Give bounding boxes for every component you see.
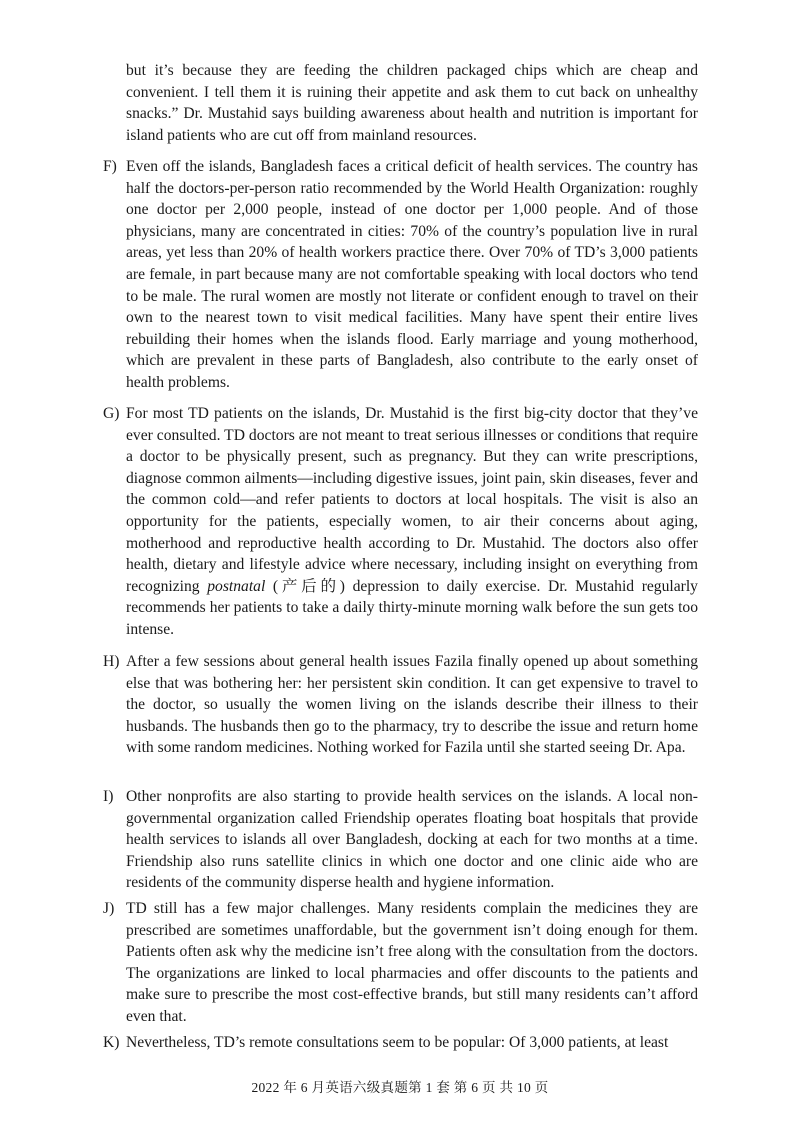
text-run: Nevertheless, TD’s remote consultations seem to be popular: Of 3,000 patients, at least	[126, 1034, 669, 1051]
paragraph-letter: G)	[103, 405, 120, 422]
page-footer: 2022 年 6 月英语六级真题第 1 套 第 6 页 共 10 页	[251, 1080, 549, 1095]
text-run: After a few sessions about general health issues Fazila finally opened up about something else that was bothering her: her persistent skin condition. It can get expensive to travel to the doctor, so usually the women living on the islands describe their illness to their husbands. The husbands then go to the pharmacy, try to describe the issue and return home with some random medicines. Nothing worked for Fazila until she started seeing Dr. Apa.	[126, 653, 698, 757]
paragraph-letter: H)	[103, 653, 120, 670]
paragraph-i	[103, 786, 698, 894]
paragraph-continuation: but it’s because they are feeding the children packaged chips which are cheap and convenient. I tell them it is ruining their appetite and ask them to cut back on unhealthy snacks.” Dr. Mustahid says building awareness about health and nutrition is important for island patients who are cut off from mainland resources.	[126, 62, 698, 144]
paragraph-text	[126, 786, 698, 894]
text-run: Even off the islands, Bangladesh faces a critical deficit of health services. The country has half the doctors-per-person ratio recommended by the World Health Organization: roughly one doctor per 2,000 people, instead of one doctor per 1,000 people. And of those physicians, many are concentrated in cities: 70% of the country’s population live in rural areas, yet less than 20% of health workers practice there. Over 70% of TD’s 3,000 patients are female, in part because many are not comfortable speaking with local doctors who tend to be male. The rural women are mostly not literate or confident enough to travel on their own to the nearest town to visit medical facilities. Many have spent their entire lives rebuilding their homes when the islands flood. Early marriage and young motherhood, which are prevalent in these parts of Bangladesh, also contribute to the early onset of health problems.	[126, 158, 698, 391]
paragraph-h	[103, 651, 698, 759]
paragraph-text	[126, 156, 698, 394]
paragraph-k	[103, 1032, 698, 1054]
paragraph-text	[126, 651, 698, 759]
text-run: TD still has a few major challenges. Many residents complain the medicines they are prescribed are sometimes unaffordable, but the government isn’t doing enough for them. Patients often ask why the medicine isn’t free along with the consultation from the doctors. The organizations are linked to local pharmacies and offer discounts to the patients and make sure to prescribe the most cost-effective brands, but still many residents can’t afford even that.	[126, 900, 698, 1025]
paragraph-text	[126, 1032, 698, 1054]
italic-term: postnatal	[207, 577, 266, 595]
text-run: For most TD patients on the islands, Dr. Mustahid is the first big-city doctor that they’ve ever consulted. TD doctors are not meant to treat serious illnesses or conditions that require a doctor to be physically present, such as pregnancy. But they can write prescriptions, diagnose common ailments—including digestive issues, joint pain, skin diseases, fever and the common cold—and refer patients to doctors at local hospitals. The visit is also an opportunity for the patients, especially women, to air their concerns about aging, motherhood and reproductive health according to Dr. Mustahid. The doctors also offer health, dietary and lifestyle advice where necessary, including insight on everything from recognizing	[126, 405, 698, 595]
paragraph-letter: F)	[103, 158, 117, 175]
paragraph-text	[126, 403, 698, 641]
paragraph-f	[103, 156, 698, 394]
paragraph-letter: K)	[103, 1034, 120, 1051]
text-run: Other nonprofits are also starting to provide health services on the islands. A local non-governmental organization called Friendship operates floating boat hospitals that provide health services to islands all over Bangladesh, docking at each for two months at a time. Friendship also runs satellite clinics in which one doctor and one clinic aide who are residents of the community disperse health and hygiene information.	[126, 788, 698, 892]
text-run: (产后的) depression to daily exercise. Dr. Mustahid regularly recommends her patients to take a daily thirty-minute morning walk before the sun gets too intense.	[126, 577, 698, 638]
paragraph-text	[126, 898, 698, 1028]
paragraph-g	[103, 403, 698, 641]
paragraph-letter: J)	[103, 900, 115, 917]
paragraph-j	[103, 898, 698, 1028]
paragraph-letter: I)	[103, 788, 114, 805]
